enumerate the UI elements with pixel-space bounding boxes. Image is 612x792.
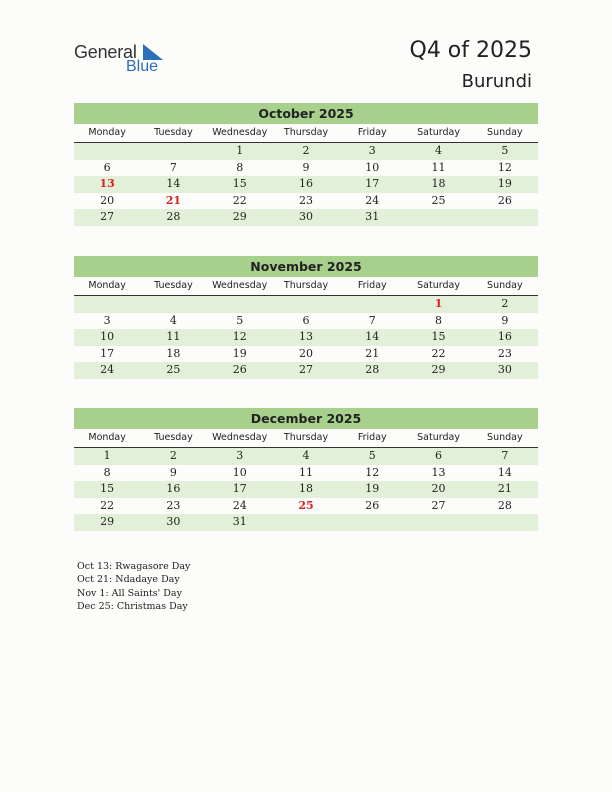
date-cell: 2 — [302, 144, 310, 157]
month-calendar — [74, 103, 538, 226]
weekday-label: Tuesday — [154, 127, 193, 138]
week-row — [74, 143, 538, 160]
date-cell: 16 — [166, 482, 181, 495]
date-cell: 17 — [232, 482, 247, 495]
date-cell: 6 — [103, 160, 111, 174]
date-cell — [74, 296, 140, 313]
date-cell: 11 — [431, 160, 446, 174]
date-cell: 27 — [298, 363, 313, 376]
date-cell: 3 — [236, 449, 244, 462]
date-cell: 25 — [166, 363, 181, 376]
week-row — [74, 313, 538, 330]
weekday-label: Thursday — [283, 280, 329, 291]
date-cell — [140, 143, 206, 160]
date-cell: 12 — [497, 160, 512, 174]
date-cell: 4 — [169, 313, 177, 327]
holiday-item: Oct 21: Ndadaye Day — [77, 574, 180, 586]
date-cell: 23 — [166, 498, 181, 512]
date-cell: 13 — [298, 330, 313, 343]
date-cell: 1 — [103, 449, 111, 462]
date-cell: 20 — [298, 346, 313, 360]
date-cell: 9 — [501, 313, 509, 327]
date-cell: 8 — [435, 313, 443, 327]
date-cell: 12 — [232, 330, 247, 343]
week-row — [74, 362, 538, 379]
date-cell: 26 — [365, 498, 380, 512]
week-row — [74, 209, 538, 226]
date-cell: 12 — [365, 465, 380, 479]
week-row — [74, 329, 538, 346]
date-cell: 23 — [497, 346, 512, 360]
weekday-label: Friday — [357, 432, 387, 443]
date-cell: 8 — [103, 465, 111, 479]
date-cell: 21 — [497, 482, 512, 495]
date-cell: 18 — [431, 177, 446, 190]
holiday-date-cell: 21 — [165, 193, 182, 207]
date-cell: 28 — [365, 363, 380, 376]
date-cell — [339, 514, 405, 531]
week-row — [74, 465, 538, 482]
week-row — [74, 176, 538, 193]
date-cell: 26 — [232, 363, 247, 376]
date-cell: 1 — [236, 144, 244, 157]
date-cell — [273, 514, 339, 531]
weekday-label: Tuesday — [154, 432, 193, 443]
weekday-label: Friday — [357, 280, 387, 291]
date-cell: 11 — [298, 465, 313, 479]
date-cell: 23 — [298, 193, 313, 207]
date-cell: 17 — [365, 177, 380, 190]
date-cell: 15 — [232, 177, 247, 190]
month-title: October 2025 — [74, 103, 538, 124]
date-cell: 9 — [169, 465, 177, 479]
date-cell: 15 — [431, 330, 446, 343]
weekday-header-row — [74, 429, 538, 448]
date-cell: 15 — [100, 482, 115, 495]
date-cell: 20 — [431, 482, 446, 495]
date-cell: 7 — [368, 313, 376, 327]
weekday-label: Tuesday — [154, 280, 193, 291]
logo-text-general: General — [74, 42, 137, 62]
holiday-date-cell: 1 — [434, 297, 443, 310]
date-cell: 13 — [431, 465, 446, 479]
weekday-label: Sunday — [487, 280, 523, 291]
week-row — [74, 514, 538, 531]
week-row — [74, 296, 538, 313]
weekday-header-row — [74, 124, 538, 143]
date-cell: 22 — [232, 193, 247, 207]
weekday-label: Saturday — [417, 432, 460, 443]
weekday-label: Wednesday — [212, 127, 268, 138]
date-cell: 19 — [365, 482, 380, 495]
weekday-label: Saturday — [417, 280, 460, 291]
date-cell: 5 — [501, 144, 509, 157]
date-cell — [405, 514, 471, 531]
page-title: Q4 of 2025 — [409, 38, 532, 63]
date-cell: 11 — [166, 330, 181, 343]
date-cell — [273, 296, 339, 313]
date-cell: 19 — [497, 177, 512, 190]
date-cell: 7 — [169, 160, 177, 174]
date-cell: 3 — [368, 144, 376, 157]
date-cell: 4 — [302, 449, 310, 462]
date-cell: 2 — [169, 449, 177, 462]
generalblue-logo — [74, 42, 174, 78]
date-cell: 27 — [100, 210, 115, 223]
date-cell: 27 — [431, 498, 446, 512]
date-cell: 10 — [365, 160, 380, 174]
date-cell: 29 — [100, 515, 115, 528]
date-cell: 17 — [100, 346, 115, 360]
week-row — [74, 160, 538, 177]
date-cell: 4 — [435, 144, 443, 157]
date-cell: 6 — [302, 313, 310, 327]
date-cell — [74, 143, 140, 160]
date-cell: 30 — [166, 515, 181, 528]
date-cell: 6 — [435, 449, 443, 462]
date-cell: 5 — [368, 449, 376, 462]
date-cell — [140, 296, 206, 313]
weekday-header-row — [74, 277, 538, 296]
date-cell: 31 — [365, 210, 380, 223]
date-cell: 30 — [497, 363, 512, 376]
date-cell: 22 — [431, 346, 446, 360]
weekday-label: Monday — [88, 127, 126, 138]
weekday-label: Monday — [88, 280, 126, 291]
date-cell: 24 — [365, 193, 380, 207]
date-cell: 19 — [232, 346, 247, 360]
month-title: December 2025 — [74, 408, 538, 429]
week-row — [74, 481, 538, 498]
date-cell: 10 — [100, 330, 115, 343]
date-cell: 10 — [232, 465, 247, 479]
date-cell — [405, 209, 471, 226]
date-cell: 18 — [298, 482, 313, 495]
country-name: Burundi — [461, 71, 532, 92]
logo-text-blue: Blue — [126, 58, 159, 75]
date-cell: 7 — [501, 449, 509, 462]
date-cell: 5 — [236, 313, 244, 327]
date-cell: 20 — [100, 193, 115, 207]
date-cell: 8 — [236, 160, 244, 174]
date-cell: 25 — [431, 193, 446, 207]
holiday-date-cell: 13 — [99, 177, 115, 190]
weekday-label: Sunday — [487, 127, 523, 138]
date-cell: 26 — [497, 193, 512, 207]
week-row — [74, 346, 538, 363]
weekday-label: Wednesday — [212, 280, 268, 291]
date-cell: 24 — [100, 363, 115, 376]
date-cell — [339, 296, 405, 313]
holiday-list — [77, 560, 190, 613]
week-row — [74, 193, 538, 210]
holiday-date-cell: 25 — [298, 498, 314, 512]
month-calendar — [74, 408, 538, 531]
weekday-label: Wednesday — [212, 432, 268, 443]
weekday-label: Monday — [88, 432, 126, 443]
holiday-item: Nov 1: All Saints' Day — [77, 587, 182, 599]
date-cell: 28 — [497, 498, 512, 512]
weekday-label: Saturday — [417, 127, 460, 138]
weekday-label: Thursday — [283, 127, 329, 138]
date-cell: 18 — [166, 346, 181, 360]
date-cell: 21 — [365, 346, 380, 360]
date-cell: 31 — [232, 515, 247, 528]
date-cell: 24 — [232, 498, 247, 512]
date-cell — [472, 209, 538, 226]
date-cell: 30 — [298, 210, 313, 223]
date-cell: 2 — [501, 297, 509, 310]
weekday-label: Sunday — [487, 432, 523, 443]
date-cell: 16 — [497, 330, 512, 343]
holiday-item: Oct 13: Rwagasore Day — [77, 561, 191, 572]
date-cell: 28 — [166, 210, 181, 223]
date-cell — [472, 514, 538, 531]
holiday-item: Dec 25: Christmas Day — [77, 600, 188, 612]
week-row — [74, 498, 538, 515]
month-calendar — [74, 256, 538, 379]
date-cell: 16 — [298, 177, 313, 190]
weekday-label: Friday — [357, 127, 387, 138]
date-cell — [207, 296, 273, 313]
week-row — [74, 448, 538, 465]
date-cell: 29 — [232, 210, 247, 223]
date-cell: 29 — [431, 363, 446, 376]
date-cell: 14 — [166, 177, 181, 190]
date-cell: 14 — [365, 330, 380, 343]
month-title: November 2025 — [74, 256, 538, 277]
weekday-label: Thursday — [283, 432, 329, 443]
date-cell: 14 — [497, 465, 512, 479]
date-cell: 3 — [103, 313, 111, 327]
date-cell: 22 — [100, 498, 115, 512]
date-cell: 9 — [302, 160, 310, 174]
